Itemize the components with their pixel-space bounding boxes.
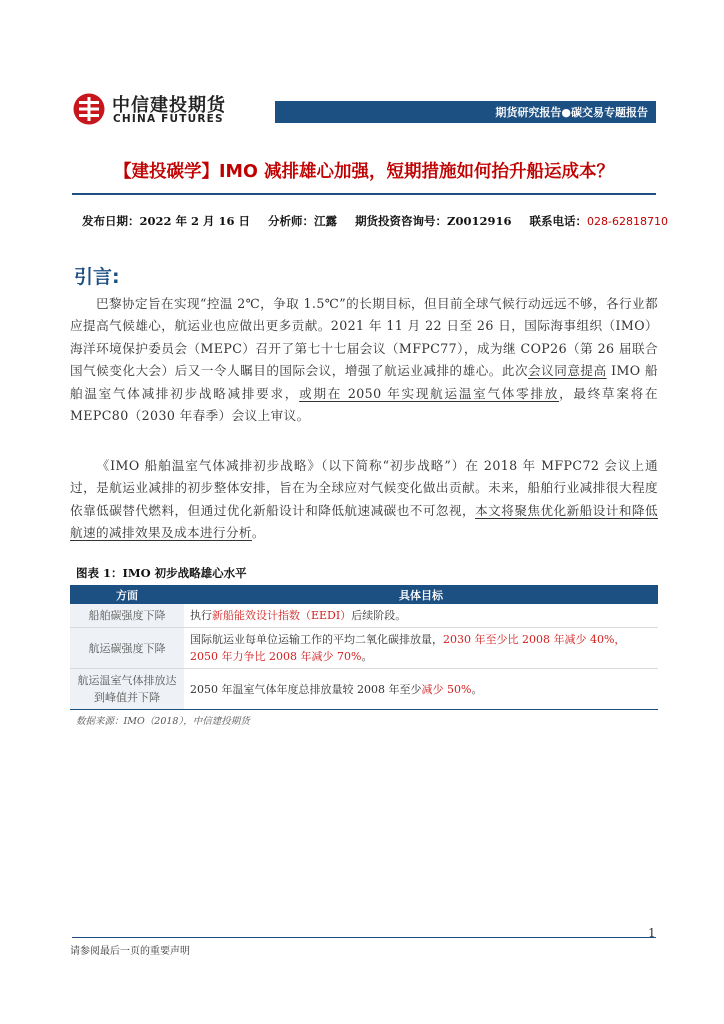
- target-highlight: 减少 50%: [421, 682, 472, 696]
- cell-target: [184, 604, 658, 628]
- table-source: 数据来源：IMO（2018），中信建投期货: [76, 716, 250, 727]
- p1-text-c: ，最终草案将在 MEPC80（2030 年春季）会议上审议。: [70, 385, 658, 424]
- p2-underline: 本文将聚焦优化新船设计和降低航速的减排效果及成本进行分析: [70, 502, 658, 541]
- brand-name-cn: 中信建投期货: [112, 95, 226, 116]
- page-number: 1: [648, 926, 656, 940]
- p1-text-b: IMO 船舶温室气体减排初步战略减排要求，: [70, 363, 658, 401]
- page-header: [0, 0, 724, 130]
- target-text: 2050 年温室气体年度总排放量较 2008 年至少: [190, 682, 422, 696]
- p2-text-b: 。: [251, 525, 265, 541]
- intro-heading: 引言:: [74, 266, 120, 288]
- cell-aspect: 船舶碳强度下降: [70, 604, 184, 628]
- table-row: [70, 669, 658, 710]
- p1-text-a: 巴黎协定旨在实现“控温 2℃，争取 1.5℃”的长期目标，但目前全球气候行动远远不够，各行业都应提高气候雄心，航运业也应做出更多贡献。2021 年 11 月 22 日至 26 日，国际海事组织（IMO）海洋环境保护委员会（MEPC）召开了第七十七届会议（MFPC77），成为继 COP26（第 26 届联合国气候变化大会）后又一令人瞩目的国际会议，增强了航运业减排的雄心。此次: [70, 296, 658, 379]
- report-type: 期货研究报告●碳交易专题报告: [495, 106, 648, 119]
- title-divider: [72, 193, 656, 195]
- report-title: 【建投碳学】IMO 减排雄心加强，短期措施如何抬升船运成本？: [114, 162, 614, 182]
- target-text: 执行: [190, 609, 212, 622]
- target-text-end: 。: [361, 650, 373, 663]
- ambition-table: [70, 585, 658, 710]
- brand-name-en: CHINA FUTURES: [113, 113, 224, 125]
- license-number: 期货投资咨询号：Z0012916: [355, 214, 512, 228]
- phone-number: 028-62818710: [586, 215, 668, 228]
- intro-paragraph-1: [70, 293, 658, 427]
- report-meta: [82, 213, 682, 229]
- target-text-end: 后续阶段。: [351, 609, 407, 622]
- cell-target: [184, 669, 658, 710]
- table-row: [70, 604, 658, 628]
- logo-mark-icon: [72, 92, 106, 126]
- analyst: 分析师：江露: [268, 214, 338, 228]
- p1-underline-1: 会议同意提高: [528, 363, 607, 379]
- report-type-bar: [275, 101, 656, 123]
- phone-label: 联系电话：: [529, 214, 587, 228]
- p2-text-a: 《IMO 船舶温室气体减排初步战略》（以下简称“初步战略”）在 2018 年 MFPC72 会议上通过，是航运业减排的初步整体安排，旨在为全球应对气候变化做出贡献。未来，船舶行业减排很大程度依靠低碳替代燃料，但通过优化新船设计和降低航速减碳也不可忽视，: [70, 458, 658, 518]
- intro-paragraph-2: [70, 455, 658, 545]
- target-text-end: 。: [471, 682, 483, 696]
- cell-aspect: 航运温室气体排放达到峰值并下降: [70, 669, 184, 710]
- table-header-row: [70, 585, 658, 604]
- target-text: 国际航运业每单位运输工作的平均二氧化碳排放量，: [190, 633, 443, 646]
- publish-date: 发布日期：2022 年 2 月 16 日: [82, 214, 251, 228]
- p1-underline-2: 或期在 2050 年实现航运温室气体零排放: [299, 385, 560, 401]
- footer-divider: [72, 937, 656, 938]
- col-header-target: 具体目标: [184, 585, 658, 604]
- table-caption: 图表 1：IMO 初步战略雄心水平: [76, 566, 247, 580]
- footer-disclaimer: 请参阅最后一页的重要声明: [70, 946, 190, 957]
- target-highlight: 新船能效设计指数（EEDI）: [212, 609, 352, 622]
- cell-aspect: 航运碳强度下降: [70, 628, 184, 669]
- cell-target: [184, 628, 658, 669]
- table-row: [70, 628, 658, 669]
- col-header-aspect: 方面: [70, 585, 184, 604]
- target-highlight: 2030 年至少比 2008 年减少 40%，2050 年力争比 2008 年减少 70%: [190, 633, 626, 663]
- brand-logo: [72, 92, 226, 130]
